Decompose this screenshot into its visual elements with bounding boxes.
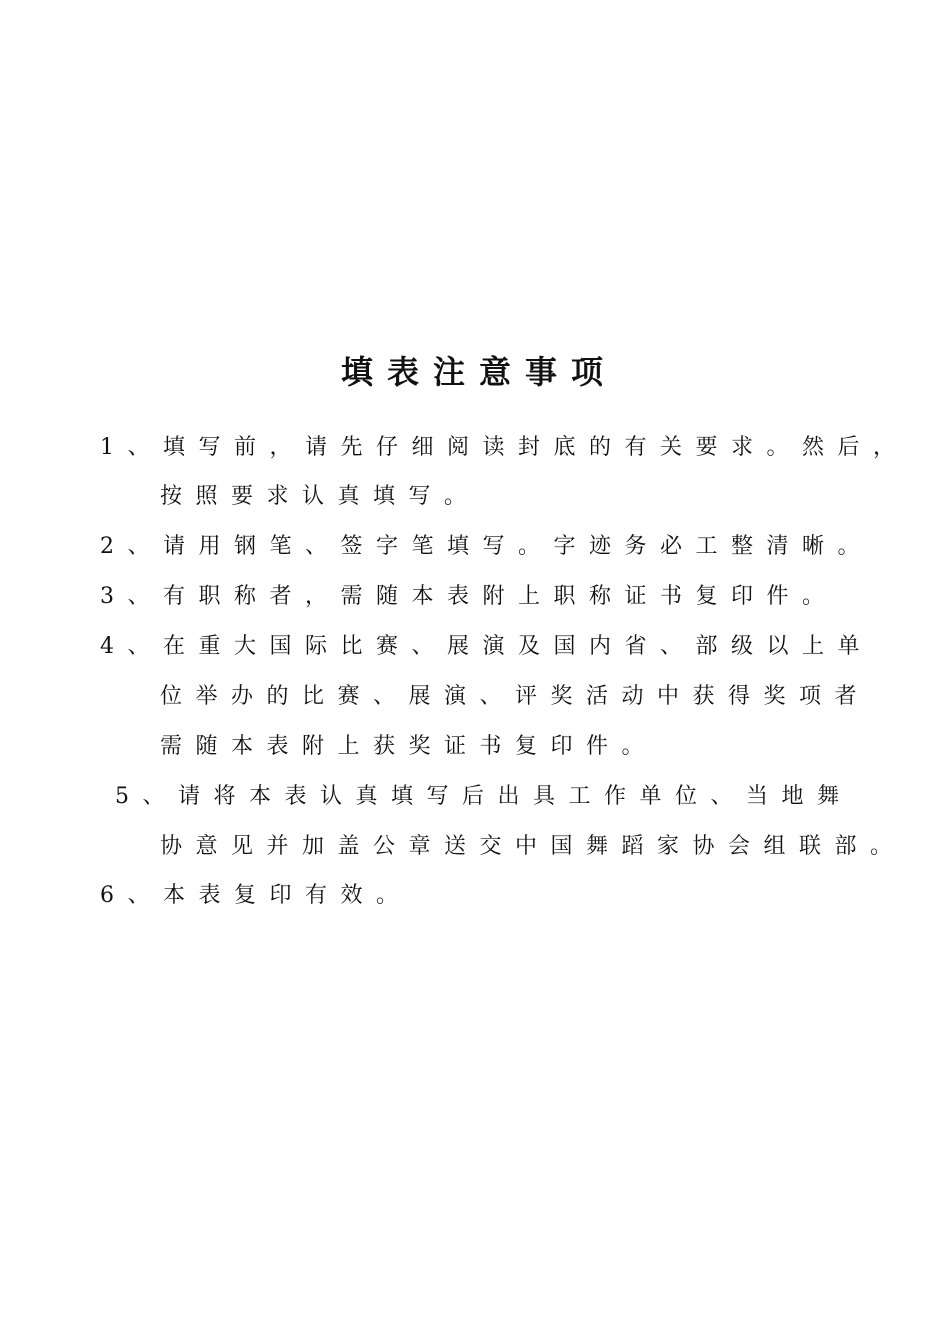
notice-item-6-line-1: 6、本表复印有效。 — [100, 883, 412, 908]
notice-item-4-line-2: 位举办的比赛、展演、评奖活动中获得奖项者 — [160, 684, 871, 709]
notice-item-5-line-1: 5、请将本表认真填写后出具工作单位、当地舞 — [115, 784, 853, 809]
notice-item-1-line-2: 按照要求认真填写。 — [160, 484, 480, 509]
page-title: 填表注意事项 — [340, 353, 617, 391]
notice-item-3-line-1: 3、有职称者，需随本表附上职称证书复印件。 — [100, 584, 838, 609]
notice-item-2-line-1: 2、请用钢笔、签字笔填写。字迹务必工整清晰。 — [100, 534, 873, 559]
notice-item-4-line-1: 4、在重大国际比赛、展演及国内省、部级以上单 — [100, 634, 873, 659]
notice-item-4-line-3: 需随本表附上获奖证书复印件。 — [160, 734, 658, 759]
notice-item-5-line-2: 协意见并加盖公章送交中国舞蹈家协会组联部。 — [160, 834, 906, 859]
notice-item-1-line-1: 1、填写前，请先仔细阅读封底的有关要求。然后， — [100, 435, 909, 460]
